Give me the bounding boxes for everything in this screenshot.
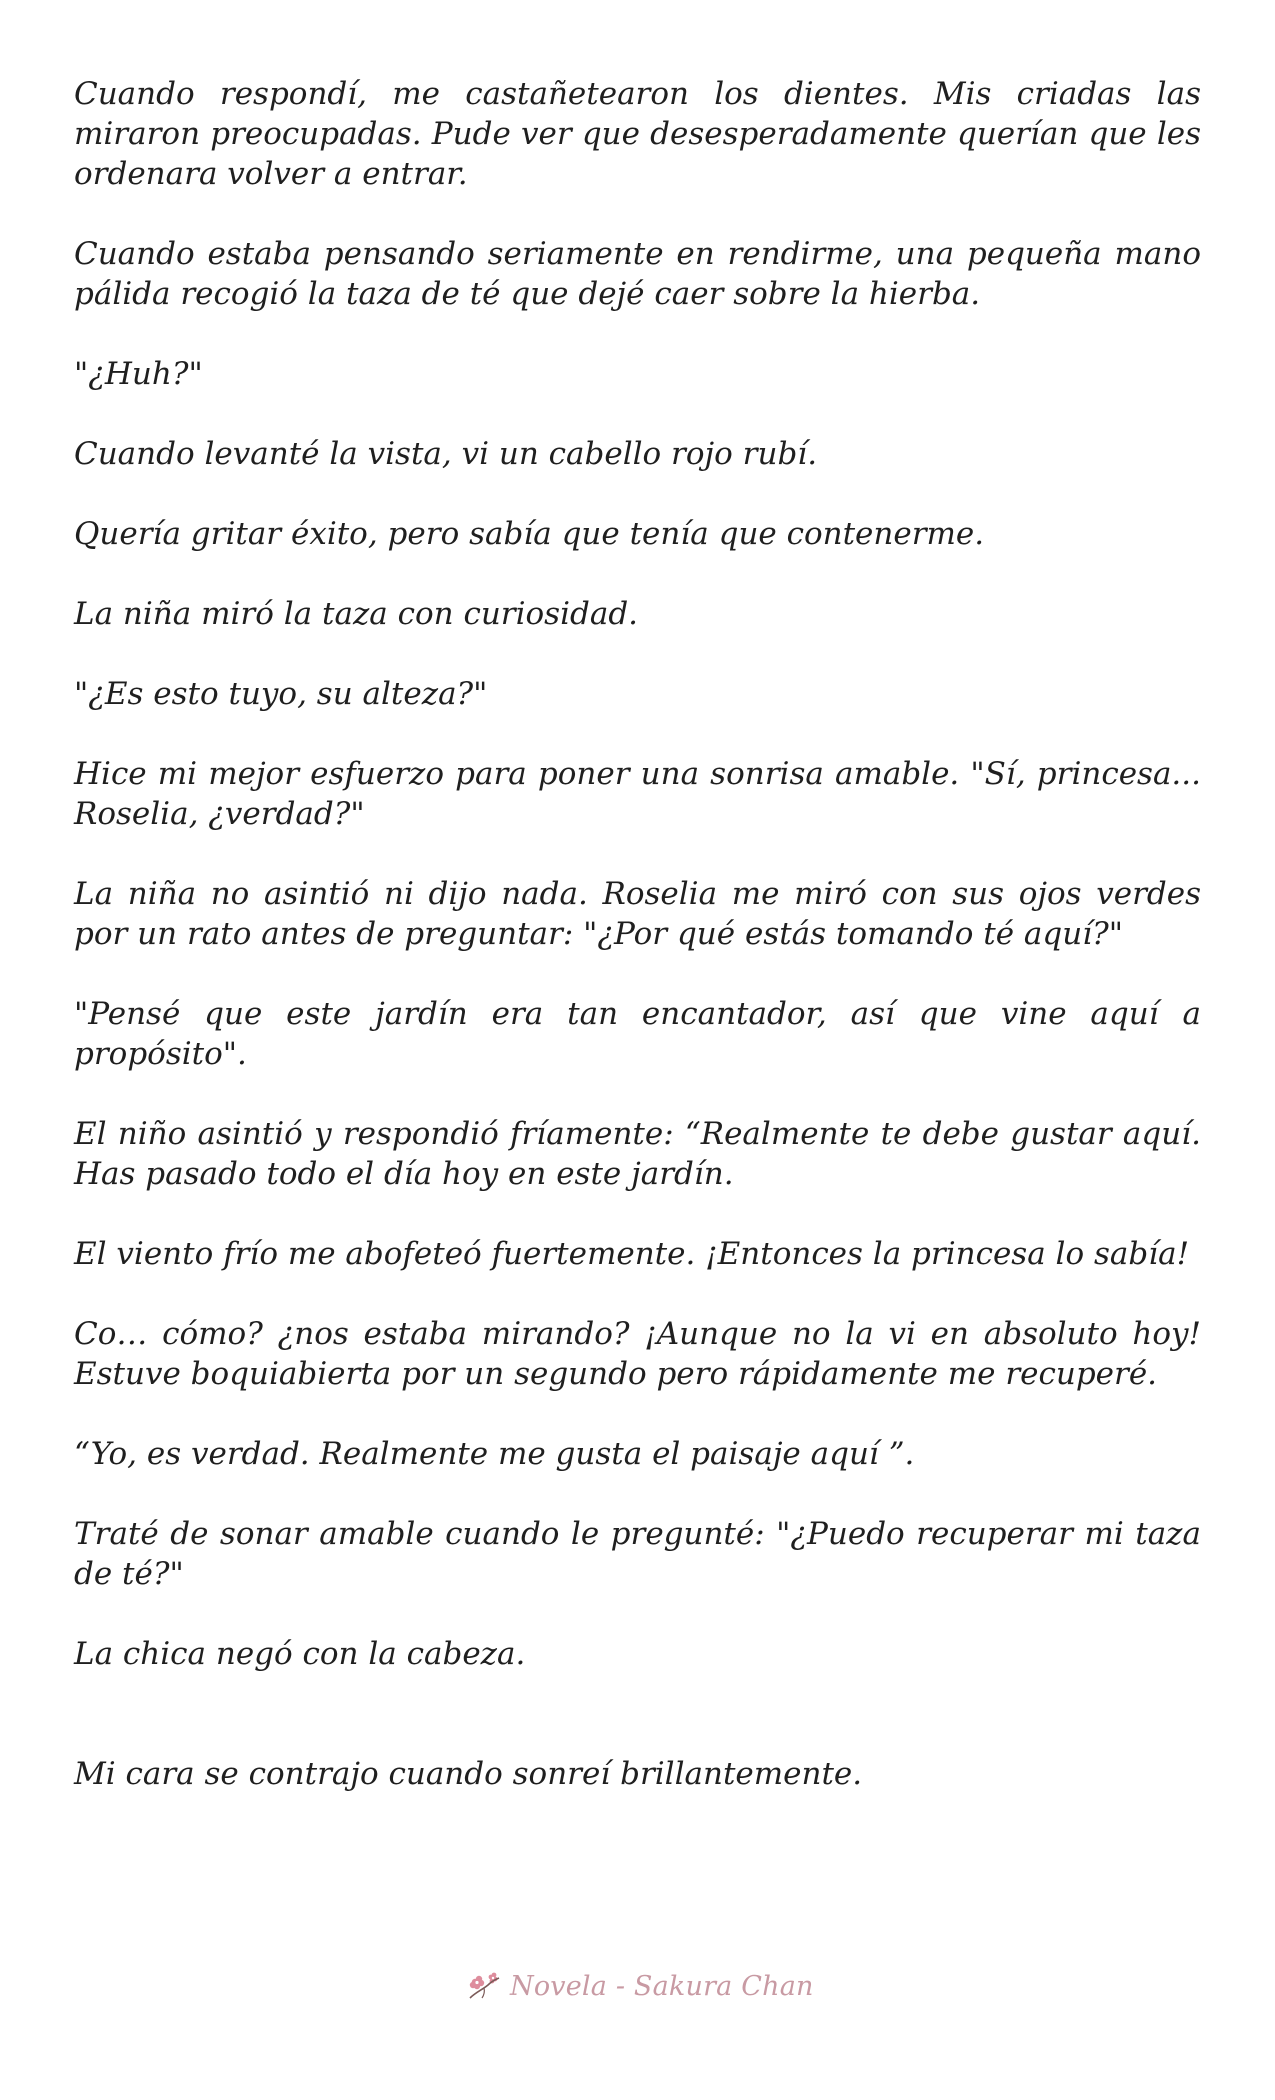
paragraph-17: Mi cara se contrajo cuando sonreí brillantemente.: [74, 1756, 863, 1792]
watermark: [466, 1966, 866, 2006]
sakura-blossom-icon: [466, 1970, 502, 2002]
paragraph-14: “Yo, es verdad. Realmente me gusta el paisaje aquí ”.: [74, 1436, 915, 1472]
chapter-text: [74, 74, 1201, 1794]
paragraph-15: Traté de sonar amable cuando le pregunté: "¿Puedo recuperar mi taza de té?": [74, 1516, 1201, 1592]
watermark-text: Novela - Sakura Chan: [510, 1970, 814, 2002]
paragraph-9: La niña no asintió ni dijo nada. Roselia me miró con sus ojos verdes por un rato antes de preguntar: "¿Por qué estás tomando té aquí?": [74, 876, 1201, 952]
paragraph-6: La niña miró la taza con curiosidad.: [74, 596, 639, 632]
paragraph-2: Cuando estaba pensando seriamente en rendirme, una pequeña mano pálida recogió la taza de té que dejé caer sobre la hierba.: [74, 236, 1201, 312]
paragraph-13: Co… cómo? ¿nos estaba mirando? ¡Aunque no la vi en absoluto hoy! Estuve boquiabierta por un segundo pero rápidamente me recuperé.: [74, 1316, 1201, 1392]
paragraph-8: Hice mi mejor esfuerzo para poner una sonrisa amable. "Sí, princesa... Roselia, ¿verdad?": [74, 756, 1201, 832]
paragraph-10: "Pensé que este jardín era tan encantador, así que vine aquí a propósito".: [74, 996, 1201, 1072]
paragraph-5: Quería gritar éxito, pero sabía que tenía que contenerme.: [74, 516, 985, 552]
paragraph-3: "¿Huh?": [74, 356, 203, 392]
paragraph-1: Cuando respondí, me castañetearon los dientes. Mis criadas las miraron preocupadas. Pude ver que desesperadamente querían que les ordenara volver a entrar.: [74, 76, 1201, 192]
paragraph-12: El viento frío me abofeteó fuertemente. ¡Entonces la princesa lo sabía!: [74, 1236, 1190, 1272]
paragraph-7: "¿Es esto tuyo, su alteza?": [74, 676, 488, 712]
paragraph-16: La chica negó con la cabeza.: [74, 1636, 526, 1672]
paragraph-4: Cuando levanté la vista, vi un cabello rojo rubí.: [74, 436, 818, 472]
paragraph-11: El niño asintió y respondió fríamente: “Realmente te debe gustar aquí. Has pasado todo el día hoy en este jardín.: [74, 1116, 1201, 1192]
